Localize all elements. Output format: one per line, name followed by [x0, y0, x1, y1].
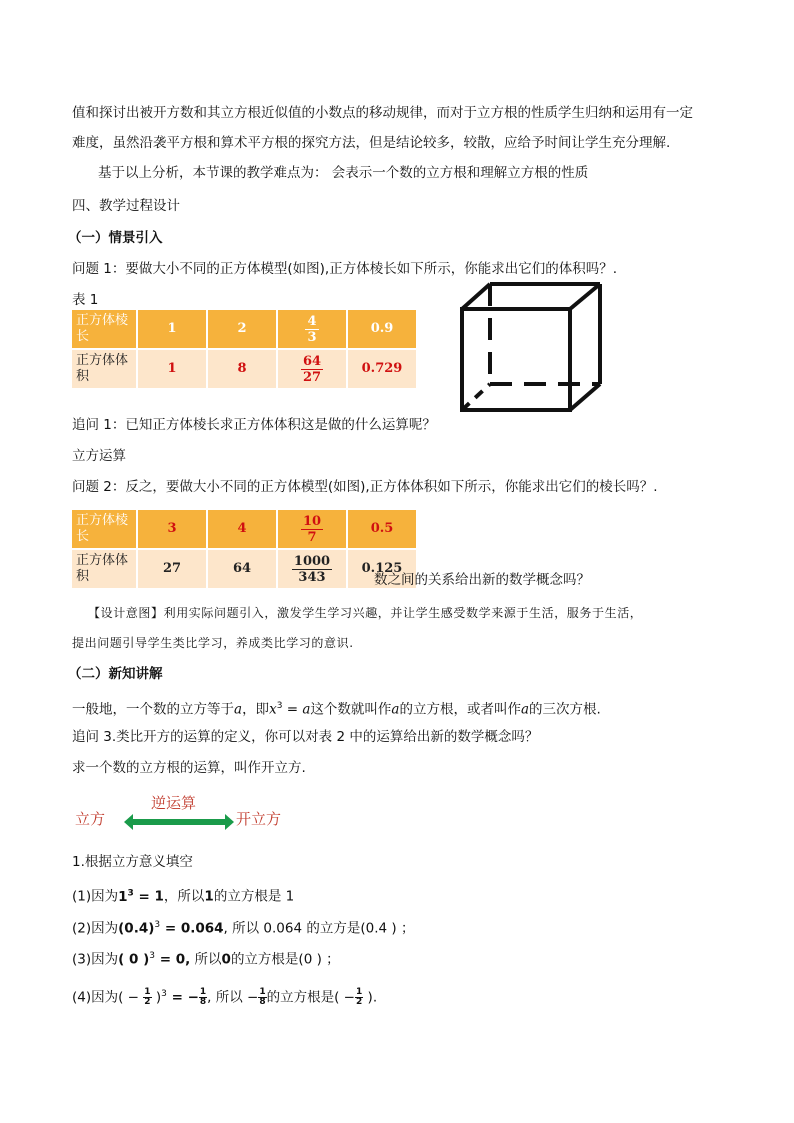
denominator: 8: [259, 997, 266, 1007]
table-cell: 1: [138, 350, 206, 388]
arrow-right-label: 开立方: [236, 810, 282, 828]
fraction: [258, 988, 266, 1007]
table-2-trailing-text: 数之间的关系给出新的数学概念吗？: [374, 572, 590, 588]
table-cell: 2: [208, 310, 276, 348]
definition-text: 的三次方根.: [529, 701, 601, 718]
followup-3: 追问 3.类比开方的运算的定义，你可以对表 2 中的运算给出新的数学概念吗？: [72, 729, 539, 745]
numerator: 64: [302, 353, 322, 369]
exercise-value: 1: [154, 888, 164, 905]
definition-text: ，即: [242, 701, 270, 718]
fraction: [199, 988, 207, 1007]
table-cell: 0.9: [348, 310, 416, 348]
double-arrow-icon: [124, 814, 234, 830]
table-1: [70, 308, 418, 390]
variable-a: a: [391, 701, 400, 718]
definition-kaifang: 求一个数的立方根的运算，叫作开立方.: [72, 760, 306, 776]
exercise-text: (3)因为: [72, 951, 119, 968]
exercise-text: (1)因为: [72, 888, 119, 905]
exercise-text: , 所以 −: [207, 989, 259, 1006]
numerator: 1000: [293, 553, 331, 569]
table-cell-fraction: [278, 310, 346, 348]
exercise-expression: ( 0 ): [118, 951, 150, 968]
arrow-top-label: 逆运算: [151, 794, 197, 812]
table-caption: 表 1: [72, 292, 99, 308]
table-cell: 3: [138, 510, 206, 548]
exercise-text: ): [155, 989, 162, 1006]
table-cell: 27: [138, 550, 206, 588]
section-heading: 四、教学过程设计: [72, 198, 180, 214]
exercise-text: , 所以 0.064 的立方是(0.4 ) ；: [223, 920, 415, 937]
table-cell: 4: [208, 510, 276, 548]
paragraph-line: 难度，虽然沿袭平方根和算术平方根的探究方法，但是结论较多，较散，应给予时间让学生充分理解.: [72, 135, 671, 151]
fraction: [143, 988, 151, 1007]
exercise-text: 的立方根是( −: [266, 989, 355, 1006]
variable-x: x: [269, 701, 277, 718]
exercise-value: = 0.064: [160, 920, 224, 937]
cube-edge: [570, 384, 600, 410]
denominator: 343: [298, 569, 326, 585]
equals: =: [282, 701, 303, 718]
cube-edge: [570, 284, 600, 309]
denominator: 2: [144, 997, 151, 1007]
table-2: [70, 508, 418, 590]
numerator: 4: [307, 313, 317, 329]
table-cell: 0.5: [348, 510, 416, 548]
denominator: 8: [199, 997, 207, 1007]
exercise-text: (2)因为: [72, 920, 119, 937]
definition-text: 的立方根，或者叫作: [399, 701, 521, 718]
denominator: 27: [302, 369, 322, 385]
exercise-text: ，所以: [163, 888, 205, 905]
cube-edge: [462, 284, 490, 309]
table-cell: 0.729: [348, 350, 416, 388]
variable-a: a: [234, 701, 243, 718]
table-row: [72, 550, 416, 588]
numerator: 1: [144, 987, 151, 997]
exercise-expression: (0.4): [118, 920, 155, 937]
table-cell-fraction: [278, 350, 346, 388]
arrow-left-label: 立方: [75, 810, 106, 828]
definition-text: 这个数就叫作: [310, 701, 392, 718]
subsection-heading: （一）情景引入: [68, 230, 163, 246]
numerator: 1: [356, 987, 363, 997]
table-cell-fraction: [278, 510, 346, 548]
exercise-3: (3)因为( 0 )$^3$ = 0, 所以0的立方根是(0 ) ；: [72, 951, 340, 968]
exercise-4: (4)因为( − $\frac{1}{2}$ )$^3$ = − $\frac{1}{8}$ , 所以 − $\frac{1}{8}$ 的立方根是( − $\frac{1}{2}$ ).: [72, 987, 378, 1007]
row-label: 正方体体积: [72, 350, 136, 388]
variable-a: a: [302, 701, 311, 718]
exercise-title: 1.根据立方意义填空: [72, 854, 193, 870]
denominator: 2: [356, 997, 363, 1007]
numerator: 1: [199, 987, 207, 997]
definition-text: 一般地，一个数的立方等于: [72, 701, 234, 718]
exercise-text: ).: [363, 989, 378, 1006]
exercise-value: = 0,: [155, 951, 191, 968]
exercise-text: 的立方根是 1: [213, 888, 295, 905]
table-row: [72, 510, 416, 548]
answer-1: 立方运算: [72, 448, 126, 464]
cube-hidden-edge: [462, 384, 490, 410]
paragraph-line: 基于以上分析，本节课的教学难点为： 会表示一个数的立方根和理解立方根的性质: [98, 165, 589, 181]
exercise-text: (4)因为( −: [72, 989, 139, 1006]
exercise-value: 1: [204, 888, 214, 905]
row-label: 正方体棱长: [72, 510, 136, 548]
table-row: [72, 350, 416, 388]
table-cell: 8: [208, 350, 276, 388]
exercise-value: 0: [221, 951, 231, 968]
cube-figure: [458, 280, 606, 416]
row-label: 正方体体积: [72, 550, 136, 588]
design-intent: 【设计意图】利用实际问题引入，激发学生学习兴趣，并让学生感受数学来源于生活，服务于生活，: [88, 606, 643, 620]
numerator: 10: [302, 513, 322, 529]
exercise-text: 的立方根是(0 ) ；: [230, 951, 340, 968]
exercise-1: (1)因为$1^3 = 1$，所以1的立方根是 1: [72, 888, 295, 905]
subsection-heading: （二）新知讲解: [68, 666, 163, 682]
followup-1: 追问 1：已知正方体棱长求正方体体积这是做的什么运算呢？: [72, 417, 436, 433]
numerator: 1: [259, 987, 266, 997]
exercise-text: 所以: [190, 951, 222, 968]
table-cell-fraction: [278, 550, 346, 588]
table-cell: 1: [138, 310, 206, 348]
denominator: 7: [307, 529, 317, 545]
paragraph-line: 值和探讨出被开方数和其立方根近似值的小数点的移动规律，而对于立方根的性质学生归纳和运用有一定: [72, 105, 693, 121]
table-cell: 64: [208, 550, 276, 588]
definition: 一般地，一个数的立方等于a，即$x^3 = a$这个数就叫作a的立方根，或者叫作a的三次方根.: [72, 701, 601, 718]
exercise-value: = −: [166, 989, 199, 1006]
table-row: [72, 310, 416, 348]
exercise-2: (2)因为$(0.4)^3 = 0.064$, 所以 0.064 的立方是(0.4 ) ；: [72, 920, 415, 937]
variable-a: a: [520, 701, 530, 718]
table-cell: 0.125: [348, 550, 416, 588]
question-2: 问题 2：反之，要做大小不同的正方体模型(如图),正方体体积如下所示，你能求出它们的棱长吗？.: [72, 479, 658, 495]
design-intent: 提出问题引导学生类比学习，养成类比学习的意识.: [72, 636, 354, 650]
row-label: 正方体棱长: [72, 310, 136, 348]
denominator: 3: [307, 329, 317, 345]
question-1: 问题 1：要做大小不同的正方体模型(如图),正方体棱长如下所示，你能求出它们的体积吗？.: [72, 261, 617, 277]
